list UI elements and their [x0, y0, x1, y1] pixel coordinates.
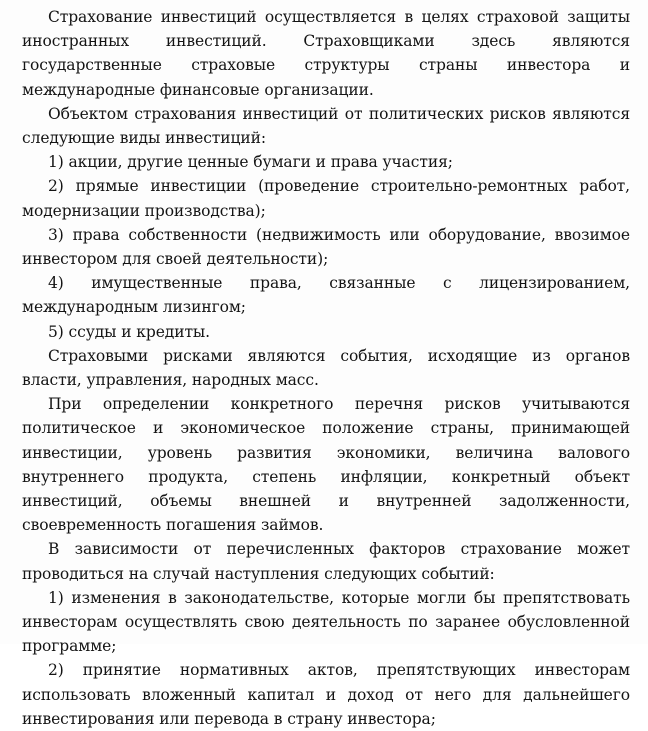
list-item-investment-type: 1) акции, другие ценные бумаги и права участия; — [48, 153, 453, 172]
paragraph-insured-events: В зависимости от перечисленных факторов страхование может проводиться на случай наступления следующих событий: — [22, 540, 630, 583]
list-item-investment-type: 3) права собственности (недвижимость или оборудование, ввозимое инвестором для своей деятельности); — [22, 225, 630, 269]
list-item-investment-type: 4) имущественные права, связанные с лицензированием, международным лизингом; — [22, 274, 630, 317]
paragraph-insurance-risks: Страховыми рисками являются события, исходящие из органов власти, управления, народных масс. — [22, 346, 630, 390]
document-text — [22, 5, 630, 731]
list-item-insured-event: 1) изменения в законодательстве, которые могли бы препятствовать инвесторам осуществлять свою деятельность по заранее обусловленной программе; — [22, 588, 630, 656]
list-item-insured-event: 2) принятие нормативных актов, препятствующих инвесторам использовать вложенный капитал и доход от него для дальнейшего инвестирования или перевода в страну инвестора; — [22, 661, 630, 728]
list-item-investment-type: 2) прямые инвестиции (проведение строительно-ремонтных работ, модернизации производства); — [22, 177, 630, 220]
paragraph-insurance-object: Объектом страхования инвестиций от политических рисков являются следующие виды инвестиций: — [22, 104, 630, 148]
paragraph-risk-factors: При определении конкретного перечня рисков учитываются политическое и экономическое положение страны, принимающей инвестиции, уровень развития экономики, величина валового внутреннего продукта, степень инфляции, конкретный объект инвестиций, объемы внешней и внутренней задолженности, своевременность погашения займов. — [22, 395, 630, 535]
paragraph-insurance-purpose: Страхование инвестиций осуществляется в целях страховой защиты иностранных инвестиций. Страховщиками здесь являются государственные страховые структуры страны инвестора и международные финансовые организации. — [22, 8, 630, 99]
list-item-investment-type: 5) ссуды и кредиты. — [48, 322, 210, 341]
